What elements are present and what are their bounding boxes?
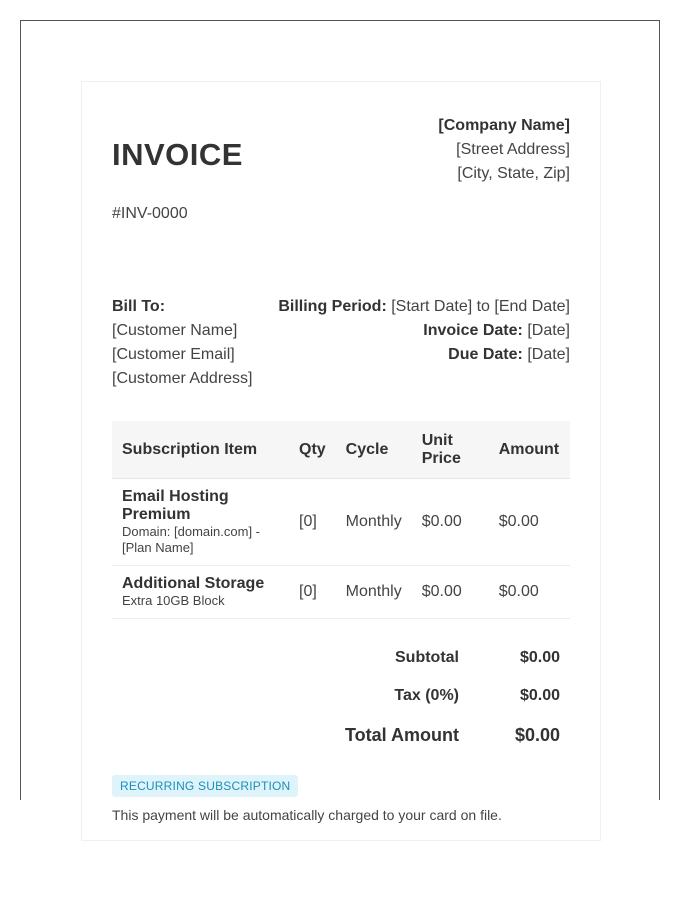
invoice-dates xyxy=(278,295,570,367)
customer-name: [Customer Name] xyxy=(112,322,238,339)
billing-period-value: [Start Date] to [End Date] xyxy=(391,298,570,315)
subtotal-value: $0.00 xyxy=(519,649,560,666)
invoice-date xyxy=(278,319,570,343)
header-cycle: Cycle xyxy=(336,421,412,479)
customer-address: [Customer Address] xyxy=(112,370,253,387)
billing-meta xyxy=(112,292,570,417)
unit-price-cell: $0.00 xyxy=(412,566,489,619)
invoice-date-value: [Date] xyxy=(527,322,570,339)
cycle-cell: Monthly xyxy=(336,479,412,566)
document-frame xyxy=(20,20,660,823)
invoice-page xyxy=(81,81,601,841)
tax-label: Tax (0%) xyxy=(394,687,459,704)
total-label: Total Amount xyxy=(345,725,459,745)
payment-note: This payment will be automatically charged to your card on file. xyxy=(112,807,502,823)
company-city: [City, State, Zip] xyxy=(457,165,570,182)
tax-value: $0.00 xyxy=(519,687,560,704)
unit-price-cell: $0.00 xyxy=(412,479,489,566)
bill-to xyxy=(112,295,253,391)
company-name: [Company Name] xyxy=(438,117,570,134)
invoice-content xyxy=(112,112,570,823)
company-street: [Street Address] xyxy=(456,141,570,158)
billing-period xyxy=(278,295,570,319)
badge-wrap xyxy=(112,775,570,797)
header-item: Subscription Item xyxy=(112,421,289,479)
customer-email: [Customer Email] xyxy=(112,346,235,363)
company-info xyxy=(438,114,570,186)
item-description: Extra 10GB Block xyxy=(122,593,225,608)
item-name: Additional Storage xyxy=(122,575,265,592)
due-date-value: [Date] xyxy=(527,346,570,363)
invoice-date-label: Invoice Date: xyxy=(423,322,523,339)
total-value: $0.00 xyxy=(514,725,560,745)
item-description: Domain: [domain.com] - [Plan Name] xyxy=(122,524,260,555)
amount-cell: $0.00 xyxy=(489,566,570,619)
header-unit-price: Unit Price xyxy=(412,421,489,479)
subtotal-label: Subtotal xyxy=(395,649,459,666)
bill-to-label: Bill To: xyxy=(112,298,166,315)
totals-section xyxy=(112,619,570,759)
item-cell xyxy=(112,566,289,619)
invoice-number: #INV-0000 xyxy=(112,205,188,222)
table-header-row xyxy=(112,421,570,479)
table-row xyxy=(112,566,570,619)
items-table xyxy=(112,421,570,619)
item-cell xyxy=(112,479,289,566)
amount-cell: $0.00 xyxy=(489,479,570,566)
item-name: Email Hosting Premium xyxy=(122,488,229,523)
due-date-label: Due Date: xyxy=(448,346,523,363)
cycle-cell: Monthly xyxy=(336,566,412,619)
header-qty: Qty xyxy=(289,421,336,479)
table-row xyxy=(112,479,570,566)
due-date xyxy=(278,343,570,367)
invoice-title: INVOICE xyxy=(112,137,243,172)
recurring-subscription-badge: RECURRING SUBSCRIPTION xyxy=(112,775,298,797)
header-amount: Amount xyxy=(489,421,570,479)
billing-period-label: Billing Period: xyxy=(278,298,387,315)
qty-cell: [0] xyxy=(289,479,336,566)
invoice-header xyxy=(112,112,570,292)
qty-cell: [0] xyxy=(289,566,336,619)
